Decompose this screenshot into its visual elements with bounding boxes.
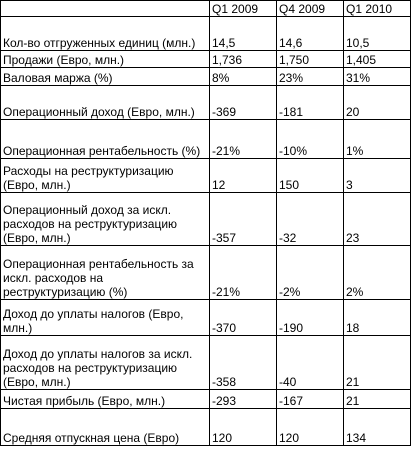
cell-q1-2010: 21 [344,336,411,390]
row-label: Валовая маржа (%) [1,68,210,86]
table-row [1,336,411,390]
cell-q1-2009: 14,5 [210,17,277,51]
row-label: Операционный доход за искл. расходов на реструктуризацию (Евро, млн.) [1,193,210,246]
cell-q1-2010: 1,405 [344,51,411,68]
cell-q4-2009: 14,6 [277,17,344,51]
cell-q4-2009: -167 [277,390,344,409]
cell-q1-2010: 23 [344,193,411,246]
table-row [1,193,411,246]
row-label: Доход до уплаты налогов за искл. расходов на реструктуризацию (Евро, млн.) [1,336,210,390]
row-label: Средняя отпускная цена (Евро) [1,409,210,446]
cell-q1-2009: 1,736 [210,51,277,68]
row-label: Чистая прибыль (Евро, млн.) [1,390,210,409]
row-label: Расходы на реструктуризацию (Евро, млн.) [1,159,210,193]
cell-q1-2010: 18 [344,300,411,336]
table-row [1,86,411,120]
cell-q1-2009: -21% [210,120,277,159]
table-row [1,409,411,446]
cell-q4-2009: -190 [277,300,344,336]
row-label: Продажи (Евро, млн.) [1,51,210,68]
cell-q4-2009: 150 [277,159,344,193]
table-row [1,51,411,68]
cell-q4-2009: 120 [277,409,344,446]
cell-q4-2009: 1,750 [277,51,344,68]
cell-q1-2010: 2% [344,246,411,300]
header-q1-2010: Q1 2010 [344,1,411,17]
cell-q1-2009: -369 [210,86,277,120]
table-row [1,300,411,336]
cell-q1-2010: 3 [344,159,411,193]
cell-q1-2010: 20 [344,86,411,120]
cell-q1-2010: 10,5 [344,17,411,51]
header-q1-2009: Q1 2009 [210,1,277,17]
table-row [1,17,411,51]
row-label: Операционный доход (Евро, млн.) [1,86,210,120]
table-row [1,120,411,159]
cell-q1-2009: 8% [210,68,277,86]
header-row [1,1,411,17]
cell-q1-2009: -21% [210,246,277,300]
cell-q1-2009: -370 [210,300,277,336]
cell-q4-2009: -32 [277,193,344,246]
cell-q1-2009: -358 [210,336,277,390]
cell-q4-2009: -2% [277,246,344,300]
header-corner-cell [1,1,210,17]
row-label: Операционная рентабельность за искл. расходов на реструктуризацию (%) [1,246,210,300]
row-label: Операционная рентабельность (%) [1,120,210,159]
cell-q1-2010: 31% [344,68,411,86]
cell-q1-2009: -293 [210,390,277,409]
cell-q1-2009: -357 [210,193,277,246]
cell-q1-2009: 120 [210,409,277,446]
table-row [1,390,411,409]
row-label: Доход до уплаты налогов (Евро, млн.) [1,300,210,336]
row-label: Кол-во отгруженных единиц (млн.) [1,17,210,51]
table-row [1,246,411,300]
cell-q4-2009: -40 [277,336,344,390]
cell-q1-2010: 1% [344,120,411,159]
cell-q4-2009: -10% [277,120,344,159]
table-row [1,68,411,86]
table-row [1,159,411,193]
cell-q1-2010: 134 [344,409,411,446]
cell-q1-2010: 21 [344,390,411,409]
cell-q1-2009: 12 [210,159,277,193]
cell-q4-2009: -181 [277,86,344,120]
cell-q4-2009: 23% [277,68,344,86]
header-q4-2009: Q4 2009 [277,1,344,17]
